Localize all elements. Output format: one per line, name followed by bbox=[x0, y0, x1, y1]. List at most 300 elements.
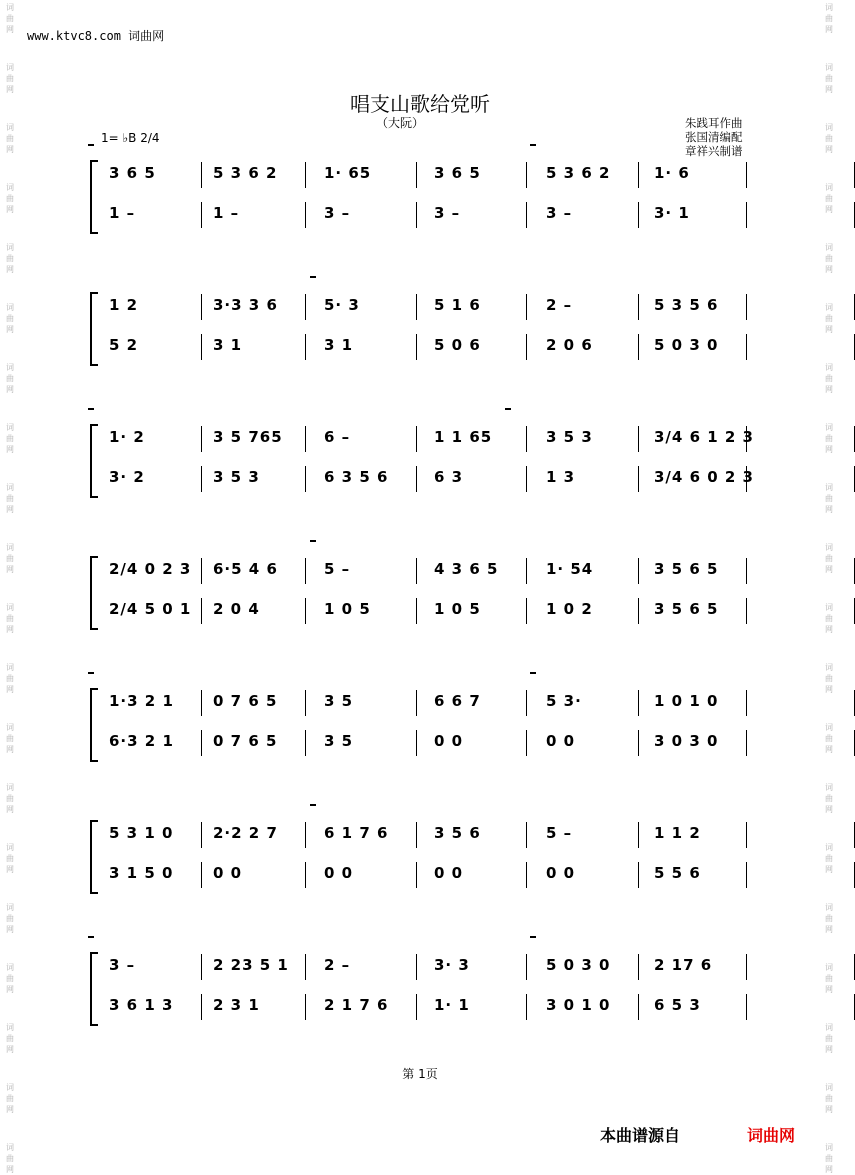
barline bbox=[416, 954, 417, 980]
ruan-measure: 3· 2 bbox=[109, 468, 145, 486]
watermark-glyph: 曲 bbox=[6, 974, 14, 983]
measure-number bbox=[530, 672, 536, 674]
measure-number bbox=[505, 408, 511, 410]
barline bbox=[526, 334, 527, 360]
barline bbox=[305, 598, 306, 624]
score-system bbox=[0, 678, 840, 768]
melody-measure: 1·3 2 1 bbox=[109, 692, 174, 710]
barline bbox=[201, 334, 202, 360]
watermark-glyph: 词 bbox=[825, 1143, 833, 1152]
watermark-glyph: 网 bbox=[6, 1165, 14, 1174]
barline bbox=[416, 862, 417, 888]
watermark-glyph: 网 bbox=[6, 865, 14, 874]
measure-number bbox=[88, 144, 94, 146]
measure-number bbox=[88, 936, 94, 938]
watermark-glyph: 词 bbox=[825, 123, 833, 132]
watermark-glyph: 网 bbox=[825, 1165, 833, 1174]
barline bbox=[305, 822, 306, 848]
watermark-glyph: 词 bbox=[825, 183, 833, 192]
watermark-glyph: 网 bbox=[825, 145, 833, 154]
watermark-glyph: 曲 bbox=[825, 434, 833, 443]
barline bbox=[305, 730, 306, 756]
ruan-measure: 1 3 bbox=[546, 468, 576, 486]
watermark-glyph: 曲 bbox=[6, 794, 14, 803]
barline bbox=[201, 162, 202, 188]
barline bbox=[638, 598, 639, 624]
ruan-measure: 6·3 2 1 bbox=[109, 732, 174, 750]
watermark-glyph: 网 bbox=[825, 565, 833, 574]
melody-measure: 2/4 0 2 3 bbox=[109, 560, 192, 578]
watermark-glyph: 词 bbox=[6, 123, 14, 132]
watermark-glyph: 词 bbox=[6, 243, 14, 252]
watermark-glyph: 曲 bbox=[6, 1034, 14, 1043]
watermark-glyph: 曲 bbox=[825, 854, 833, 863]
barline bbox=[526, 202, 527, 228]
ruan-measure: 2/4 5 0 1 bbox=[109, 600, 192, 618]
melody-measure: 5 3 6 2 bbox=[546, 164, 611, 182]
ruan-measure: 3 5 bbox=[324, 732, 354, 750]
score-system bbox=[0, 414, 840, 504]
melody-measure: 2 23 5 1 bbox=[213, 956, 289, 974]
barline bbox=[416, 466, 417, 492]
melody-measure: 3/4 6 1 2 3 bbox=[654, 428, 754, 446]
melody-measure: 3·3 3 6 bbox=[213, 296, 278, 314]
barline bbox=[746, 730, 747, 756]
watermark-glyph: 网 bbox=[6, 565, 14, 574]
score-system bbox=[0, 546, 840, 636]
watermark-glyph: 词 bbox=[6, 3, 14, 12]
barline bbox=[201, 730, 202, 756]
barline bbox=[201, 822, 202, 848]
watermark-glyph: 网 bbox=[825, 505, 833, 514]
watermark-glyph: 词 bbox=[825, 543, 833, 552]
barline bbox=[201, 294, 202, 320]
watermark-glyph: 网 bbox=[825, 925, 833, 934]
watermark-glyph: 词 bbox=[6, 483, 14, 492]
watermark-glyph: 网 bbox=[6, 985, 14, 994]
system-bracket bbox=[90, 820, 98, 894]
watermark-glyph: 曲 bbox=[6, 494, 14, 503]
barline bbox=[416, 994, 417, 1020]
system-bracket bbox=[90, 556, 98, 630]
barline bbox=[416, 822, 417, 848]
measure-number bbox=[310, 804, 316, 806]
watermark-glyph: 曲 bbox=[825, 14, 833, 23]
barline bbox=[638, 466, 639, 492]
barline bbox=[638, 862, 639, 888]
watermark-glyph: 词 bbox=[825, 1023, 833, 1032]
watermark-glyph: 词 bbox=[6, 63, 14, 72]
watermark-glyph: 曲 bbox=[825, 794, 833, 803]
measure-number bbox=[310, 540, 316, 542]
watermark-glyph: 网 bbox=[6, 745, 14, 754]
watermark-glyph: 词 bbox=[6, 963, 14, 972]
barline bbox=[305, 162, 306, 188]
barline bbox=[201, 426, 202, 452]
source-label: 本曲谱源自 bbox=[600, 1126, 681, 1145]
watermark-glyph: 词 bbox=[6, 1023, 14, 1032]
watermark-glyph: 网 bbox=[6, 1105, 14, 1114]
barline bbox=[638, 730, 639, 756]
watermark-glyph: 曲 bbox=[825, 974, 833, 983]
ruan-measure: 0 0 bbox=[434, 732, 464, 750]
watermark-glyph: 曲 bbox=[6, 434, 14, 443]
melody-measure: 5 0 3 0 bbox=[546, 956, 611, 974]
barline bbox=[638, 334, 639, 360]
watermark-glyph: 曲 bbox=[825, 74, 833, 83]
ruan-measure: 3· 1 bbox=[654, 204, 690, 222]
watermark-glyph: 网 bbox=[825, 265, 833, 274]
watermark-glyph: 曲 bbox=[6, 1154, 14, 1163]
ruan-measure: 0 0 bbox=[434, 864, 464, 882]
barline bbox=[201, 598, 202, 624]
barline bbox=[201, 558, 202, 584]
system-bracket bbox=[90, 688, 98, 762]
system-bracket bbox=[90, 424, 98, 498]
credit-arranger: 张国清编配 bbox=[685, 130, 743, 144]
ruan-measure: 3 1 bbox=[324, 336, 354, 354]
watermark-glyph: 网 bbox=[825, 805, 833, 814]
watermark-glyph: 词 bbox=[6, 303, 14, 312]
melody-measure: 5 1 6 bbox=[434, 296, 481, 314]
score-title: 唱支山歌给党听 bbox=[350, 92, 490, 116]
ruan-measure: 3 5 3 bbox=[213, 468, 260, 486]
watermark-glyph: 词 bbox=[825, 243, 833, 252]
barline bbox=[416, 558, 417, 584]
melody-measure: 0 7 6 5 bbox=[213, 692, 278, 710]
barline bbox=[201, 862, 202, 888]
credit-composer: 朱践耳作曲 bbox=[685, 116, 743, 130]
barline bbox=[746, 598, 747, 624]
barline bbox=[416, 294, 417, 320]
ruan-measure: 3 5 6 5 bbox=[654, 600, 719, 618]
watermark-glyph: 曲 bbox=[6, 674, 14, 683]
site-url[interactable]: www.ktvc8.com 词曲网 bbox=[27, 29, 165, 43]
barline bbox=[305, 466, 306, 492]
melody-measure: 3 5 765 bbox=[213, 428, 283, 446]
barline bbox=[416, 730, 417, 756]
watermark-glyph: 曲 bbox=[825, 734, 833, 743]
watermark-glyph: 曲 bbox=[6, 14, 14, 23]
melody-measure: 2 – bbox=[546, 296, 573, 314]
melody-measure: 2·2 2 7 bbox=[213, 824, 278, 842]
ruan-measure: 0 7 6 5 bbox=[213, 732, 278, 750]
barline bbox=[416, 334, 417, 360]
barline bbox=[416, 202, 417, 228]
measure-number bbox=[530, 936, 536, 938]
watermark-glyph: 词 bbox=[825, 663, 833, 672]
watermark-glyph: 网 bbox=[825, 445, 833, 454]
melody-measure: 6 6 7 bbox=[434, 692, 481, 710]
watermark-glyph: 网 bbox=[825, 385, 833, 394]
watermark-glyph: 曲 bbox=[825, 314, 833, 323]
watermark-glyph: 词 bbox=[6, 903, 14, 912]
melody-measure: 2 – bbox=[324, 956, 351, 974]
measure-number bbox=[530, 144, 536, 146]
watermark-glyph: 曲 bbox=[6, 734, 14, 743]
barline bbox=[746, 202, 747, 228]
score-system bbox=[0, 150, 840, 240]
melody-measure: 1· 2 bbox=[109, 428, 145, 446]
watermark-glyph: 曲 bbox=[825, 254, 833, 263]
page-number: 第 1页 bbox=[402, 1067, 438, 1081]
barline bbox=[526, 466, 527, 492]
system-bracket bbox=[90, 160, 98, 234]
barline bbox=[201, 994, 202, 1020]
barline bbox=[526, 558, 527, 584]
barline bbox=[201, 466, 202, 492]
melody-measure: 5 3· bbox=[546, 692, 582, 710]
barline bbox=[746, 954, 747, 980]
barline bbox=[638, 822, 639, 848]
barline bbox=[305, 690, 306, 716]
watermark-glyph: 词 bbox=[6, 423, 14, 432]
barline bbox=[638, 426, 639, 452]
melody-measure: 1· 54 bbox=[546, 560, 594, 578]
watermark-glyph: 网 bbox=[6, 925, 14, 934]
watermark-glyph: 词 bbox=[6, 363, 14, 372]
watermark-glyph: 词 bbox=[6, 543, 14, 552]
barline bbox=[526, 162, 527, 188]
watermark-glyph: 词 bbox=[825, 963, 833, 972]
watermark-glyph: 网 bbox=[6, 505, 14, 514]
barline bbox=[746, 558, 747, 584]
melody-measure: 1 1 2 bbox=[654, 824, 701, 842]
key-signature: 1= ♭B 2/4 bbox=[101, 131, 160, 145]
watermark-glyph: 词 bbox=[825, 603, 833, 612]
watermark-glyph: 词 bbox=[825, 843, 833, 852]
barline bbox=[416, 162, 417, 188]
barline bbox=[416, 598, 417, 624]
ruan-measure: 2 0 4 bbox=[213, 600, 260, 618]
watermark-glyph: 曲 bbox=[825, 614, 833, 623]
ruan-measure: 1 0 5 bbox=[434, 600, 481, 618]
melody-measure: 1 0 1 0 bbox=[654, 692, 719, 710]
ruan-measure: 0 0 bbox=[546, 732, 576, 750]
ruan-measure: 2 0 6 bbox=[546, 336, 593, 354]
barline bbox=[305, 426, 306, 452]
score-system bbox=[0, 810, 840, 900]
watermark-glyph: 网 bbox=[825, 865, 833, 874]
watermark-glyph: 词 bbox=[825, 63, 833, 72]
watermark-glyph: 网 bbox=[825, 205, 833, 214]
barline bbox=[638, 954, 639, 980]
barline bbox=[416, 690, 417, 716]
barline bbox=[638, 202, 639, 228]
watermark-glyph: 网 bbox=[6, 145, 14, 154]
watermark-glyph: 词 bbox=[825, 1083, 833, 1092]
barline bbox=[746, 822, 747, 848]
barline bbox=[526, 994, 527, 1020]
watermark-glyph: 曲 bbox=[825, 1094, 833, 1103]
barline bbox=[746, 162, 747, 188]
ruan-measure: 0 0 bbox=[324, 864, 354, 882]
barline bbox=[526, 954, 527, 980]
watermark-glyph: 曲 bbox=[6, 374, 14, 383]
barline bbox=[305, 558, 306, 584]
barline bbox=[638, 690, 639, 716]
melody-measure: 2 17 6 bbox=[654, 956, 713, 974]
ruan-measure: 3 – bbox=[546, 204, 573, 222]
watermark-glyph: 曲 bbox=[825, 494, 833, 503]
watermark-glyph: 网 bbox=[6, 805, 14, 814]
barline bbox=[305, 954, 306, 980]
watermark-glyph: 网 bbox=[825, 85, 833, 94]
barline bbox=[201, 954, 202, 980]
score-system bbox=[0, 282, 840, 372]
ruan-measure: 0 0 bbox=[213, 864, 243, 882]
barline bbox=[746, 294, 747, 320]
melody-measure: 3 5 6 bbox=[434, 824, 481, 842]
watermark-glyph: 曲 bbox=[6, 254, 14, 263]
watermark-glyph: 曲 bbox=[6, 854, 14, 863]
barline bbox=[305, 994, 306, 1020]
ruan-measure: 3 1 5 0 bbox=[109, 864, 174, 882]
barline bbox=[416, 426, 417, 452]
watermark-glyph: 曲 bbox=[825, 554, 833, 563]
ruan-measure: 2 3 1 bbox=[213, 996, 260, 1014]
watermark-glyph: 网 bbox=[6, 325, 14, 334]
barline bbox=[526, 598, 527, 624]
ruan-measure: 2 1 7 6 bbox=[324, 996, 389, 1014]
watermark-glyph: 词 bbox=[825, 303, 833, 312]
barline bbox=[638, 162, 639, 188]
watermark-glyph: 曲 bbox=[6, 134, 14, 143]
ruan-measure: 0 0 bbox=[546, 864, 576, 882]
watermark-glyph: 词 bbox=[6, 603, 14, 612]
ruan-measure: 3 6 1 3 bbox=[109, 996, 174, 1014]
score-system bbox=[0, 942, 840, 1032]
watermark-glyph: 曲 bbox=[6, 1094, 14, 1103]
melody-measure: 6 – bbox=[324, 428, 351, 446]
watermark-glyph: 曲 bbox=[825, 914, 833, 923]
melody-measure: 5 – bbox=[324, 560, 351, 578]
watermark-glyph: 网 bbox=[6, 25, 14, 34]
barline bbox=[201, 690, 202, 716]
barline bbox=[305, 334, 306, 360]
barline bbox=[746, 994, 747, 1020]
barline bbox=[526, 730, 527, 756]
watermark-glyph: 网 bbox=[825, 685, 833, 694]
barline bbox=[746, 690, 747, 716]
watermark-glyph: 曲 bbox=[6, 914, 14, 923]
watermark-glyph: 词 bbox=[825, 783, 833, 792]
melody-measure: 1· 6 bbox=[654, 164, 690, 182]
barline bbox=[526, 294, 527, 320]
melody-measure: 5 3 5 6 bbox=[654, 296, 719, 314]
watermark-glyph: 词 bbox=[6, 1143, 14, 1152]
watermark-glyph: 词 bbox=[6, 1083, 14, 1092]
ruan-measure: 1 0 2 bbox=[546, 600, 593, 618]
brand-logo[interactable]: 词曲网 bbox=[747, 1126, 796, 1145]
ruan-measure: 5 2 bbox=[109, 336, 139, 354]
melody-measure: 5 3 1 0 bbox=[109, 824, 174, 842]
watermark-glyph: 曲 bbox=[6, 314, 14, 323]
melody-measure: 3 6 5 bbox=[109, 164, 156, 182]
ruan-measure: 6 3 bbox=[434, 468, 464, 486]
melody-measure: 3 5 6 5 bbox=[654, 560, 719, 578]
watermark-glyph: 网 bbox=[825, 625, 833, 634]
watermark-glyph: 词 bbox=[825, 363, 833, 372]
measure-number bbox=[88, 672, 94, 674]
watermark-glyph: 网 bbox=[6, 445, 14, 454]
system-bracket bbox=[90, 292, 98, 366]
watermark-glyph: 网 bbox=[825, 25, 833, 34]
watermark-glyph: 曲 bbox=[825, 374, 833, 383]
barline bbox=[526, 862, 527, 888]
melody-measure: 3 – bbox=[109, 956, 136, 974]
watermark-glyph: 词 bbox=[825, 723, 833, 732]
ruan-measure: 3 – bbox=[434, 204, 461, 222]
melody-measure: 1 1 65 bbox=[434, 428, 493, 446]
barline bbox=[526, 690, 527, 716]
barline bbox=[526, 822, 527, 848]
watermark-glyph: 曲 bbox=[6, 74, 14, 83]
ruan-measure: 1 – bbox=[109, 204, 136, 222]
watermark-glyph: 曲 bbox=[825, 134, 833, 143]
watermark-glyph: 网 bbox=[6, 265, 14, 274]
melody-measure: 1 2 bbox=[109, 296, 139, 314]
watermark-glyph: 词 bbox=[825, 3, 833, 12]
ruan-measure: 3 1 bbox=[213, 336, 243, 354]
watermark-glyph: 网 bbox=[6, 1045, 14, 1054]
score-subtitle: （大阮） bbox=[375, 116, 424, 130]
melody-measure: 3· 3 bbox=[434, 956, 470, 974]
ruan-measure: 1 0 5 bbox=[324, 600, 371, 618]
measure-number bbox=[310, 276, 316, 278]
watermark-glyph: 网 bbox=[825, 745, 833, 754]
ruan-measure: 1 – bbox=[213, 204, 240, 222]
melody-measure: 5· 3 bbox=[324, 296, 360, 314]
watermark-glyph: 词 bbox=[825, 423, 833, 432]
barline bbox=[305, 862, 306, 888]
ruan-measure: 5 0 3 0 bbox=[654, 336, 719, 354]
watermark-glyph: 词 bbox=[6, 183, 14, 192]
watermark-glyph: 网 bbox=[6, 625, 14, 634]
watermark-glyph: 曲 bbox=[825, 674, 833, 683]
watermark-glyph: 曲 bbox=[6, 614, 14, 623]
watermark-glyph: 网 bbox=[825, 985, 833, 994]
watermark-glyph: 词 bbox=[6, 723, 14, 732]
ruan-measure: 3 – bbox=[324, 204, 351, 222]
barline bbox=[305, 294, 306, 320]
melody-measure: 5 – bbox=[546, 824, 573, 842]
melody-measure: 6 1 7 6 bbox=[324, 824, 389, 842]
ruan-measure: 5 5 6 bbox=[654, 864, 701, 882]
barline bbox=[746, 334, 747, 360]
watermark-glyph: 词 bbox=[6, 663, 14, 672]
watermark-glyph: 网 bbox=[6, 685, 14, 694]
barline bbox=[638, 294, 639, 320]
watermark-glyph: 网 bbox=[6, 205, 14, 214]
ruan-measure: 1· 1 bbox=[434, 996, 470, 1014]
ruan-measure: 5 0 6 bbox=[434, 336, 481, 354]
watermark-glyph: 曲 bbox=[825, 1034, 833, 1043]
barline bbox=[305, 202, 306, 228]
ruan-measure: 3 0 1 0 bbox=[546, 996, 611, 1014]
watermark-glyph: 词 bbox=[6, 843, 14, 852]
watermark-glyph: 曲 bbox=[825, 194, 833, 203]
melody-measure: 4 3 6 5 bbox=[434, 560, 499, 578]
melody-measure: 1· 65 bbox=[324, 164, 372, 182]
watermark-glyph: 词 bbox=[825, 903, 833, 912]
measure-number bbox=[88, 408, 94, 410]
melody-measure: 5 3 6 2 bbox=[213, 164, 278, 182]
credit-engraver: 章祥兴制谱 bbox=[685, 144, 743, 158]
watermark-glyph: 网 bbox=[6, 85, 14, 94]
system-bracket bbox=[90, 952, 98, 1026]
melody-measure: 6·5 4 6 bbox=[213, 560, 278, 578]
